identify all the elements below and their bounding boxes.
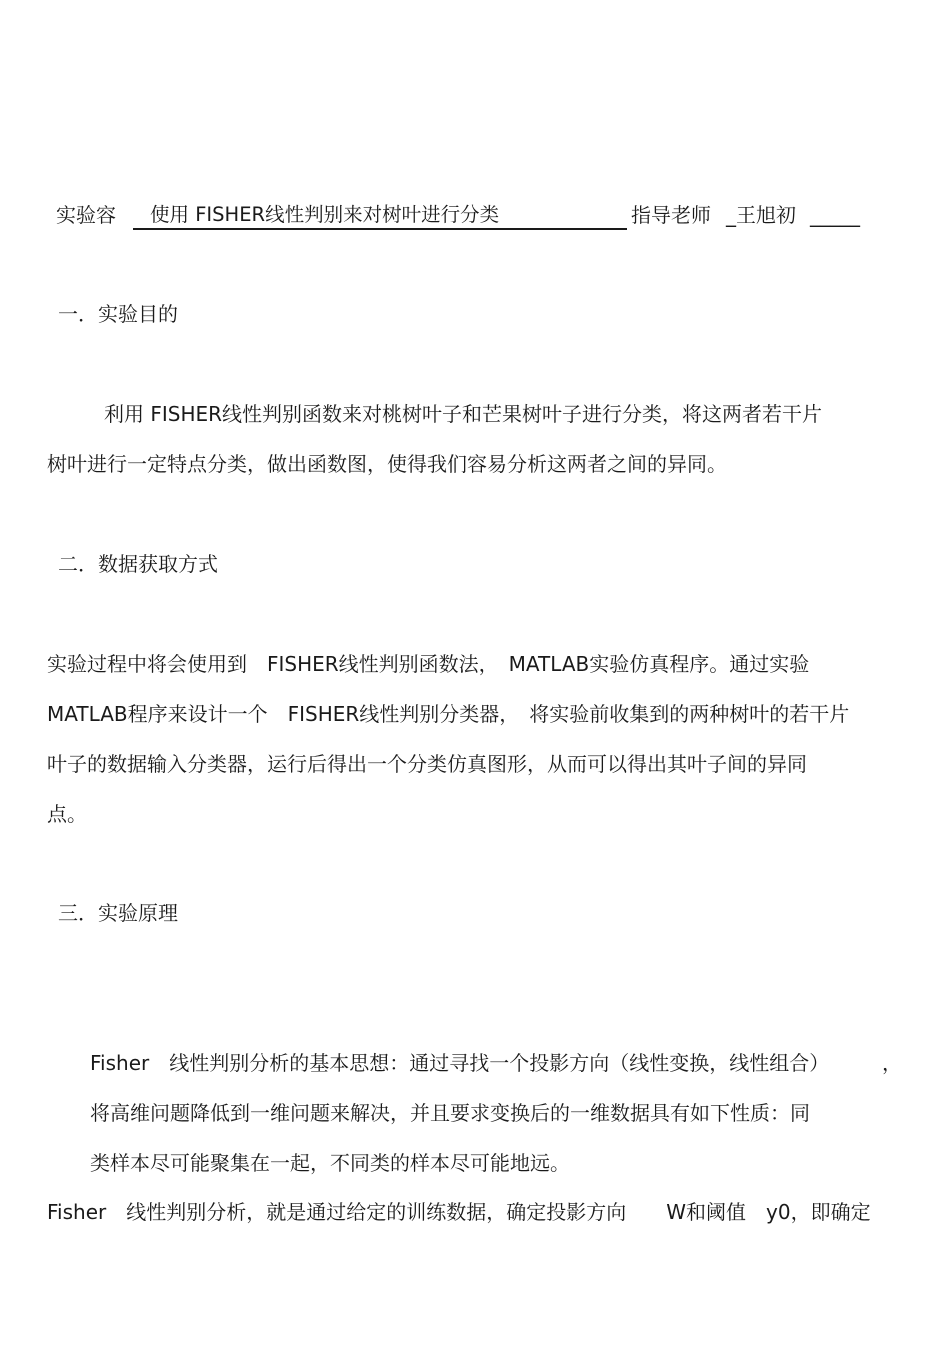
section-heading-purpose: 一．实验目的: [58, 302, 178, 326]
title-underline: [133, 228, 627, 230]
paragraph-line: 点。: [47, 802, 87, 826]
experiment-label: 实验容: [56, 203, 116, 227]
paragraph-line: 将高维问题降低到一维问题来解决，并且要求变换后的一维数据具有如下性质：同: [90, 1101, 810, 1125]
paragraph-line: 利用 FISHER线性判别函数来对桃树叶子和芒果树叶子进行分类，将这两者若干片: [104, 402, 823, 426]
advisor-blank: _____: [810, 203, 860, 227]
trailing-comma: ，: [882, 1051, 902, 1075]
section-heading-principle: 三．实验原理: [58, 901, 178, 925]
experiment-title: 使用 FISHER线性判别来对树叶进行分类: [150, 203, 500, 226]
paragraph-line: Fisher 线性判别分析，就是通过给定的训练数据，确定投影方向 W和阈值 y0，即确定: [47, 1200, 871, 1224]
paragraph-line: 叶子的数据输入分类器，运行后得出一个分类仿真图形，从而可以得出其叶子间的异同: [47, 752, 807, 776]
paragraph-line: 树叶进行一定特点分类，做出函数图，使得我们容易分析这两者之间的异同。: [47, 452, 727, 476]
advisor-label: 指导老师: [631, 203, 711, 227]
section-heading-data: 二．数据获取方式: [58, 552, 218, 576]
advisor-name: _王旭初: [726, 203, 796, 227]
paragraph-line: MATLAB程序来设计一个 FISHER线性判别分类器， 将实验前收集到的两种树叶的若干片: [47, 702, 850, 726]
paragraph-line: Fisher 线性判别分析的基本思想：通过寻找一个投影方向（线性变换，线性组合）: [90, 1051, 830, 1075]
paragraph-line: 实验过程中将会使用到 FISHER线性判别函数法， MATLAB实验仿真程序。通过实验: [47, 652, 810, 676]
paragraph-line: 类样本尽可能聚集在一起，不同类的样本尽可能地远。: [90, 1151, 570, 1175]
